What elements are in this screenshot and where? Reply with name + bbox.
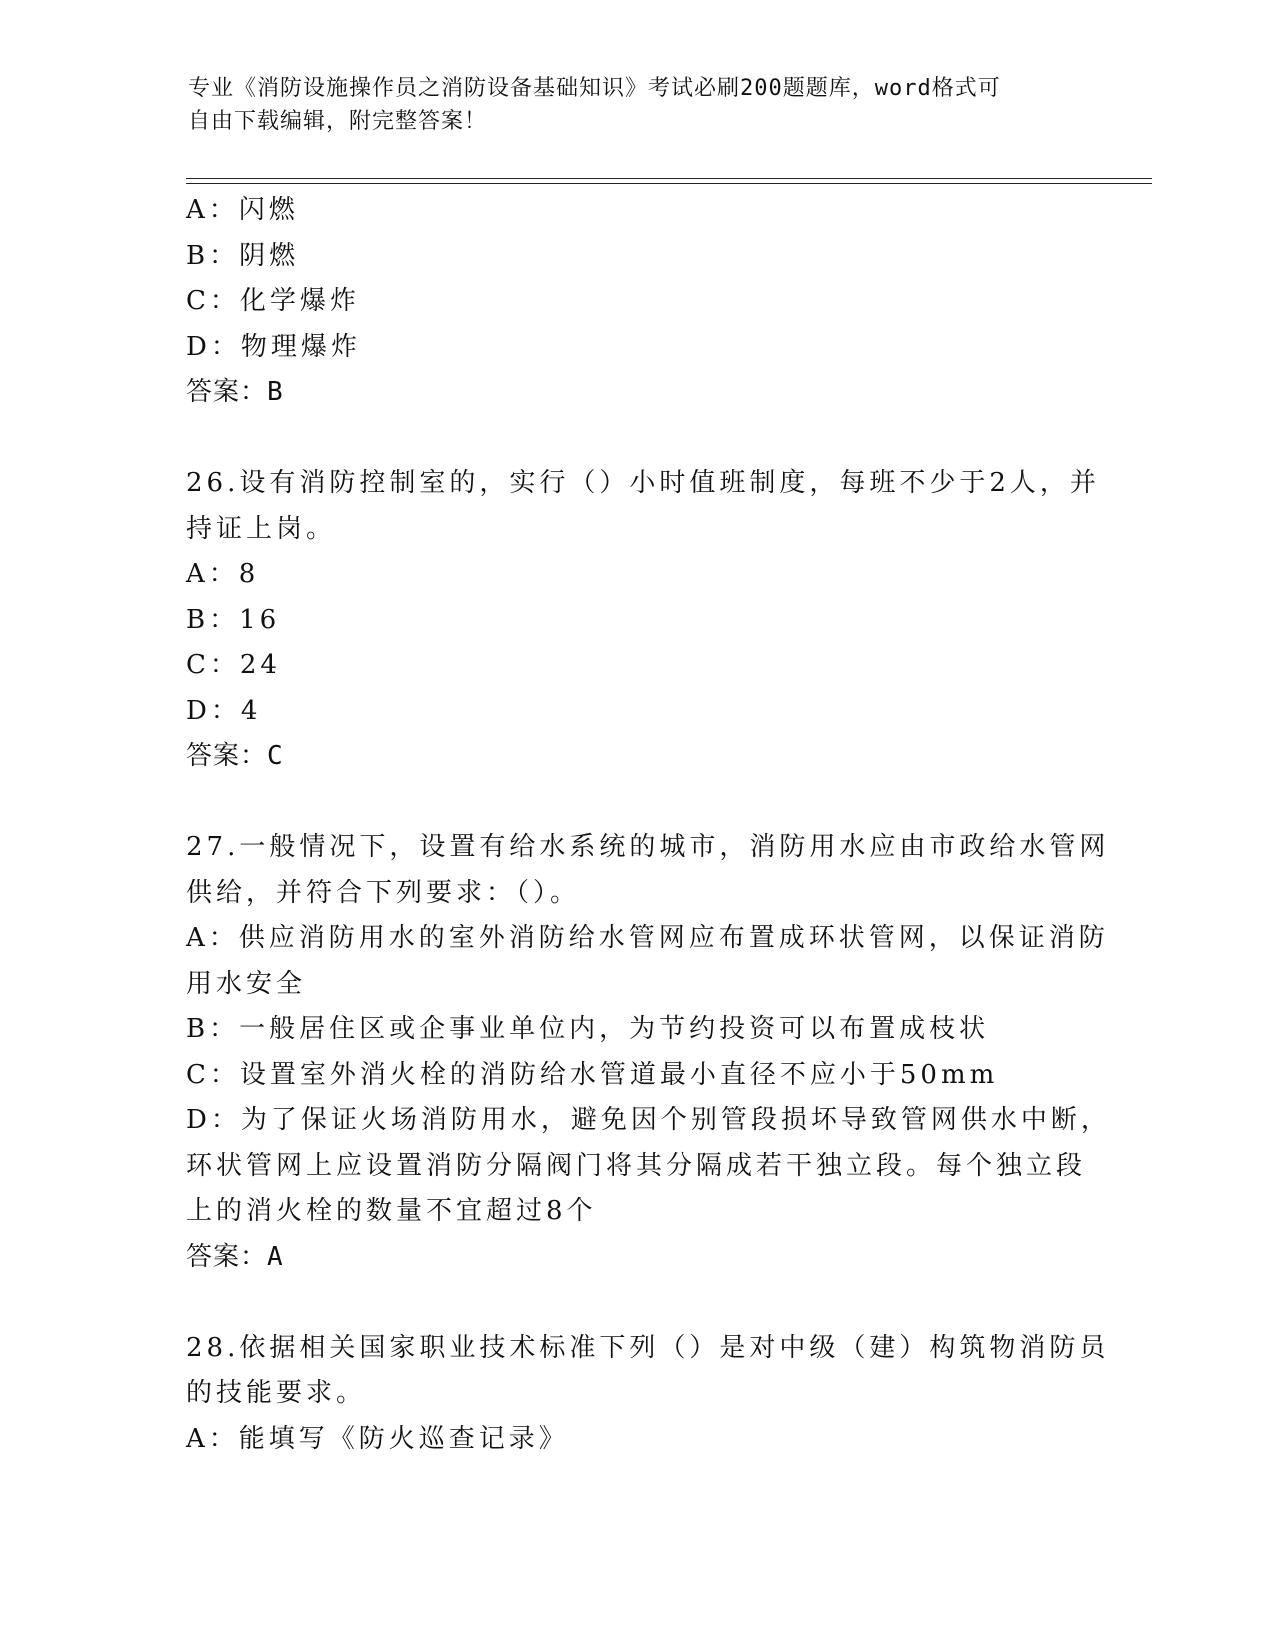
question-stem: 26.设有消防控制室的，实行（）小时值班制度，每班不少于2人，并	[186, 468, 1100, 498]
question-list	[186, 188, 1111, 1462]
option-b: B：一般居住区或企事业单位内，为节约投资可以布置成枝状	[186, 1014, 990, 1044]
option-c: C：设置室外消火栓的消防给水管道最小直径不应小于50mm	[186, 1059, 999, 1090]
header-divider-top	[186, 178, 1152, 179]
question-25	[186, 188, 1086, 416]
question-28	[186, 1326, 1110, 1463]
option-d-continued-2: 上的消火栓的数量不宜超过8个	[186, 1196, 597, 1226]
option-a: A：闪燃	[186, 195, 299, 225]
header-divider-bottom	[186, 183, 1152, 184]
question-stem: 27.一般情况下，设置有给水系统的城市，消防用水应由市政给水管网	[186, 832, 1110, 862]
option-c: C：化学爆炸	[186, 286, 360, 316]
question-stem-continued: 的技能要求。	[186, 1378, 367, 1408]
question-stem-continued: 持证上岗。	[186, 513, 337, 544]
option-a: A：能填写《防火巡查记录》	[186, 1423, 569, 1454]
header-line-1: 专业《消防设施操作员之消防设备基础知识》考试必刷200题题库，word格式可	[188, 76, 1001, 101]
question-stem-continued: 供给，并符合下列要求：（）。	[186, 877, 581, 908]
option-b: B：16	[186, 604, 281, 635]
option-c: C：24	[186, 650, 281, 680]
question-26	[186, 461, 1100, 780]
option-d: D：物理爆炸	[186, 331, 361, 362]
answer-line: 答案：A	[186, 1241, 284, 1272]
header-line-2: 自由下载编辑，附完整答案！	[188, 109, 488, 134]
answer-line: 答案：B	[186, 377, 284, 407]
option-a: A：供应消防用水的室外消防给水管网应布置成环状管网，以保证消防	[186, 923, 1109, 953]
question-27	[186, 825, 1111, 1280]
document-header	[188, 72, 1068, 138]
option-b: B：阴燃	[186, 240, 300, 271]
option-a-continued: 用水安全	[186, 968, 307, 999]
question-stem: 28.依据相关国家职业技术标准下列（）是对中级（建）构筑物消防员	[186, 1332, 1110, 1363]
answer-line: 答案：C	[186, 741, 284, 771]
option-d-continued: 环状管网上应设置消防分隔阀门将其分隔成若干独立段。每个独立段	[186, 1150, 1087, 1181]
option-a: A：8	[186, 559, 260, 589]
option-d: D：4	[186, 695, 262, 726]
option-d: D：为了保证火场消防用水，避免因个别管段损坏导致管网供水中断，	[186, 1105, 1111, 1135]
